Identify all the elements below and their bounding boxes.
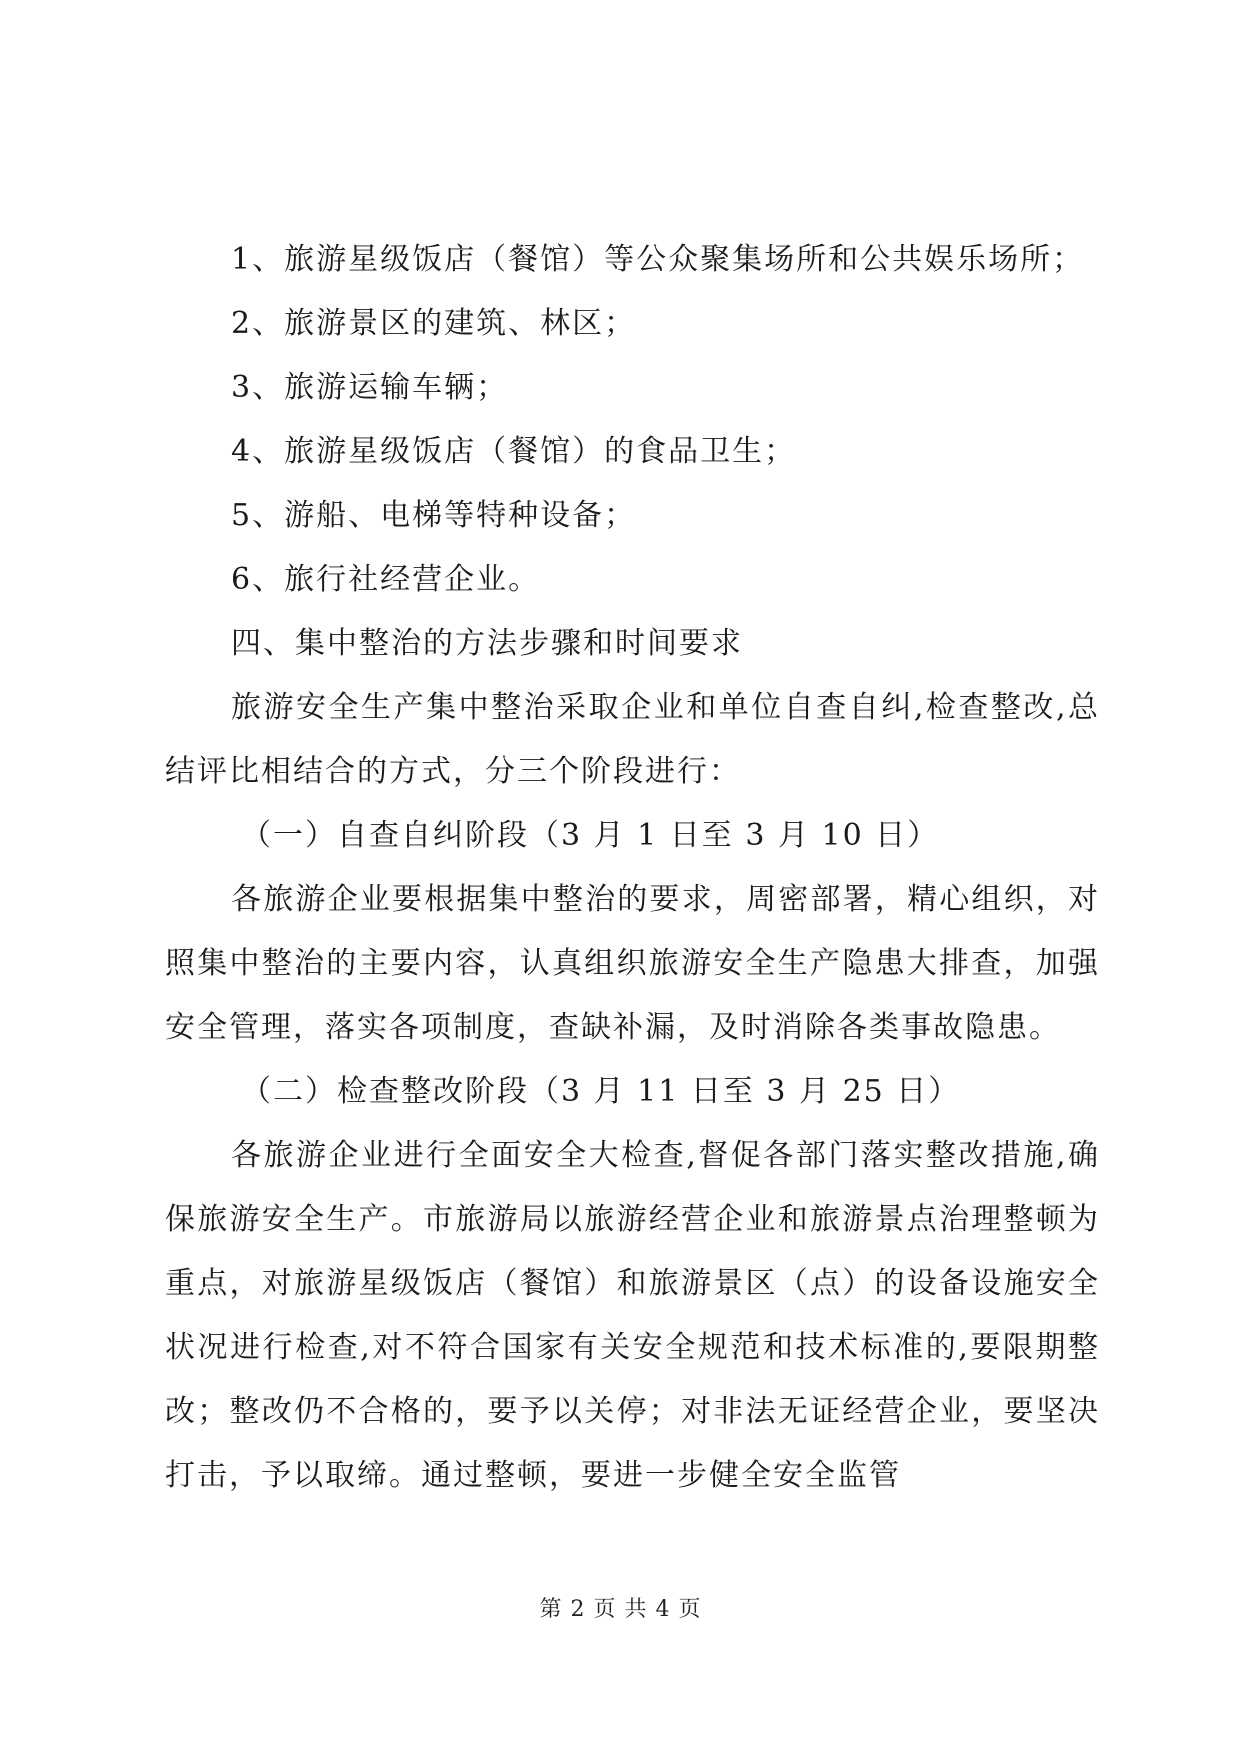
list-item-4: 4、旅游星级饭店（餐馆）的食品卫生； — [231, 434, 797, 469]
section-heading: 四、集中整治的方法步骤和时间要求 — [231, 626, 743, 661]
list-item-2: 2、旅游景区的建筑、林区； — [231, 306, 637, 341]
stage-1-paragraph: 各旅游企业要根据集中整治的要求，周密部署，精心组织，对照集中整治的主要内容，认真组织旅游安全生产隐患大排查，加强安全管理，落实各项制度，查缺补漏，及时消除各类事故隐患。 — [165, 882, 1100, 1045]
stage-2-paragraph: 各旅游企业进行全面安全大检查,督促各部门落实整改措施,确保旅游安全生产。市旅游局以旅游经营企业和旅游景点治理整顿为重点，对旅游星级饭店（餐馆）和旅游景区（点）的设备设施安全状况进行检查,对不符合国家有关安全规范和技术标准的,要限期整改；整改仍不合格的，要予以关停；对非法无证经营企业，要坚决打击，予以取缔。通过整顿，要进一步健全安全监管 — [165, 1138, 1100, 1493]
document-body — [165, 228, 1100, 1508]
page-number-footer: 第 2 页 共 4 页 — [539, 1597, 702, 1622]
list-item-6: 6、旅行社经营企业。 — [231, 562, 541, 597]
section-intro-paragraph: 旅游安全生产集中整治采取企业和单位自查自纠,检查整改,总结评比相结合的方式，分三个阶段进行： — [165, 690, 1100, 789]
stage-2-heading: （二）检查整改阶段（3 月 11 日至 3 月 25 日） — [241, 1074, 961, 1109]
list-item-5: 5、游船、电梯等特种设备； — [231, 498, 637, 533]
list-item-3: 3、旅游运输车辆； — [231, 370, 509, 405]
list-item-1: 1、旅游星级饭店（餐馆）等公众聚集场所和公共娱乐场所； — [231, 242, 1085, 277]
stage-1-heading: （一）自查自纠阶段（3 月 1 日至 3 月 10 日） — [241, 818, 940, 853]
